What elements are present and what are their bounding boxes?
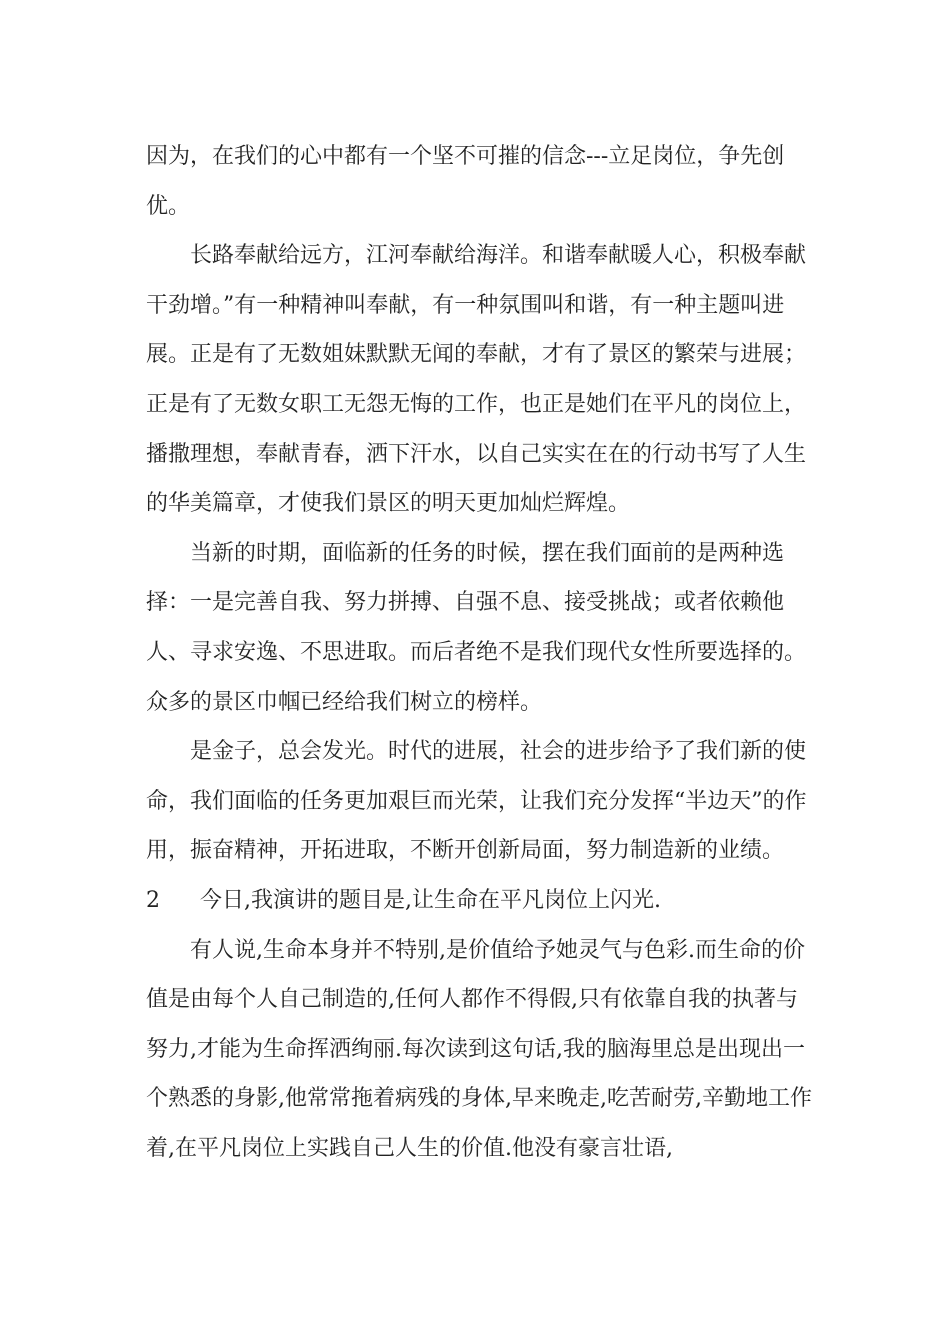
paragraph-3: 当新的时期，面临新的任务的时候，摆在我们面前的是两种选择：一是完善自我、努力拼搏、自强不息、接受挑战；或者依赖他人、寻求安逸、不思进取。而后者绝不是我们现代女性所要选择的。众多的景区巾帼已经给我们树立的榜样。 [146,540,807,715]
paragraph-5: 有人说,生命本身并不特别,是价值给予她灵气与色彩.而生命的价值是由每个人自己制造的,任何人都作不得假,只有依靠自我的执著与努力,才能为生命挥洒绚丽.每次读到这句话,我的脑海里总是出现出一个熟悉的身影,他常常拖着病残的身体,早来晚走,吃苦耐劳,辛勤地工作着,在平凡岗位上实践自己人生的价值.他没有豪言壮语, [146,937,812,1161]
section-heading-row [146,876,816,926]
paragraph-2: 长路奉献给远方，江河奉献给海洋。和谐奉献暖人心，积极奉献干劲增。”有一种精神叫奉献，有一种氛围叫和谐，有一种主题叫进展。正是有了无数姐妹默默无闻的奉献，才有了景区的繁荣与进展；正是有了无数女职工无怨无悔的工作，也正是她们在平凡的岗位上，播撒理想，奉献青春，洒下汗水，以自己实实在在的行动书写了人生的华美篇章，才使我们景区的明天更加灿烂辉煌。 [146,243,807,517]
paragraph-1: 因为，在我们的心中都有一个坚不可摧的信念---立足岗位，争先创优。 [146,144,785,219]
document-body [146,132,816,1173]
section-heading: 今日,我演讲的题目是,让生命在平凡岗位上闪光. [200,887,661,913]
paragraph-4: 是金子，总会发光。时代的进展，社会的进步给予了我们新的使命，我们面临的任务更加艰巨而光荣，让我们充分发挥“半边天”的作用，振奋精神，开拓进取，不断开创新局面，努力制造新的业绩。 [146,739,807,864]
section-number: 2 [146,887,160,913]
